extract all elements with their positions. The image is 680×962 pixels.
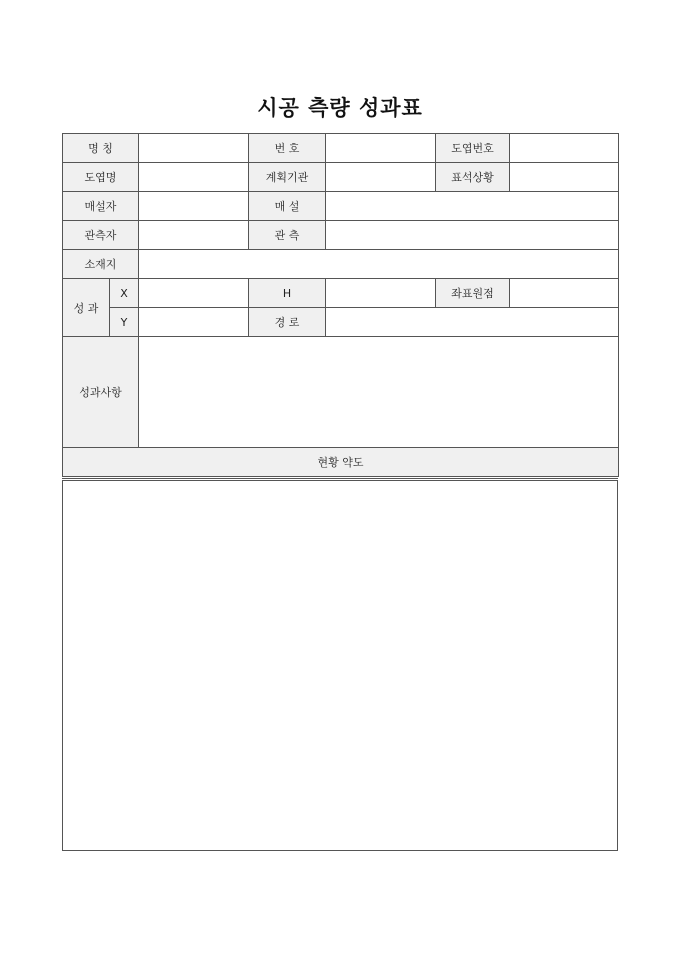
- map-name-label: 도엽명: [63, 163, 139, 192]
- coord-origin-field[interactable]: [510, 279, 619, 308]
- planning-agency-label: 계획기관: [249, 163, 326, 192]
- marker-status-label: 표석상황: [436, 163, 510, 192]
- sketch-header: 현황 약도: [63, 448, 619, 477]
- result-details-field[interactable]: [139, 337, 619, 448]
- y-label: Y: [110, 308, 139, 337]
- observation-field[interactable]: [326, 221, 619, 250]
- observation-label: 관 측: [249, 221, 326, 250]
- observer-label: 관측자: [63, 221, 139, 250]
- h-label: H: [249, 279, 326, 308]
- route-field[interactable]: [326, 308, 619, 337]
- sketch-area[interactable]: [62, 480, 618, 851]
- installer-field[interactable]: [139, 192, 249, 221]
- installation-label: 매 설: [249, 192, 326, 221]
- map-number-field[interactable]: [510, 134, 619, 163]
- x-field[interactable]: [139, 279, 249, 308]
- name-field[interactable]: [139, 134, 249, 163]
- survey-result-table: [62, 133, 619, 477]
- result-label: 성 과: [63, 279, 110, 337]
- location-field[interactable]: [139, 250, 619, 279]
- map-name-field[interactable]: [139, 163, 249, 192]
- number-label: 번 호: [249, 134, 326, 163]
- marker-status-field[interactable]: [510, 163, 619, 192]
- coord-origin-label: 좌표원점: [436, 279, 510, 308]
- sketch-double-rule: [62, 478, 618, 479]
- observer-field[interactable]: [139, 221, 249, 250]
- result-details-label: 성과사항: [63, 337, 139, 448]
- planning-agency-field[interactable]: [326, 163, 436, 192]
- form-title: 시공 측량 성과표: [257, 96, 423, 120]
- installer-label: 매설자: [63, 192, 139, 221]
- h-field[interactable]: [326, 279, 436, 308]
- number-field[interactable]: [326, 134, 436, 163]
- route-label: 경 로: [249, 308, 326, 337]
- installation-field[interactable]: [326, 192, 619, 221]
- x-label: X: [110, 279, 139, 308]
- location-label: 소재지: [63, 250, 139, 279]
- name-label: 명 칭: [63, 134, 139, 163]
- y-field[interactable]: [139, 308, 249, 337]
- map-number-label: 도엽번호: [436, 134, 510, 163]
